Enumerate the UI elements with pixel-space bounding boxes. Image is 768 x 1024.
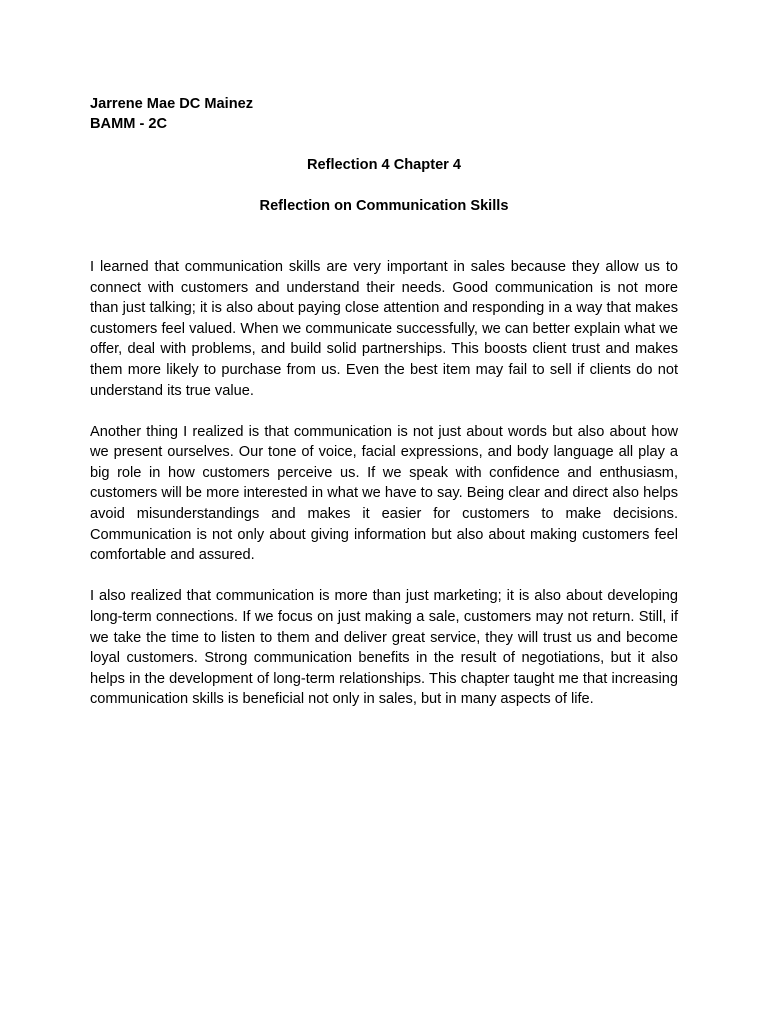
- document-body: [90, 257, 678, 710]
- document-title: Reflection on Communication Skills: [259, 198, 509, 214]
- body-paragraph-2: Another thing I realized is that communication is not just about words but also about how we present ourselves. Our tone of voice, facial expressions, and body language all play a big role in how customers perceive us. If we speak with confidence and enthusiasm, customers will be more interested in what we have to say. Being clear and direct also helps avoid misunderstandings and makes it easier for customers to make decisions. Communication is not only about giving information but also about making customers feel comfortable and assured.: [90, 423, 678, 564]
- document-content: [90, 94, 678, 730]
- body-paragraph-3: I also realized that communication is more than just marketing; it is also about developing long-term connections. If we focus on just making a sale, customers may not return. Still, if we take the time to listen to them and deliver great service, they will trust us and become loyal customers. Strong communication benefits in the result of negotiations, but it also helps in the development of long-term relationships. This chapter taught me that increasing communication skills is beneficial not only in sales, but in many aspects of life.: [90, 588, 678, 708]
- chapter-heading: Reflection 4 Chapter 4: [306, 157, 462, 173]
- author-block: [90, 94, 678, 134]
- body-paragraph-1: I learned that communication skills are very important in sales because they allow us to connect with customers and understand their needs. Good communication is not more than just talking; it is also about paying close attention and responding in a way that makes customers feel valued. When we communicate successfully, we can better explain what we offer, deal with problems, and build solid partnerships. This boosts client trust and makes them more likely to purchase from us. Even the best item may fail to sell if clients do not understand its true value.: [90, 259, 678, 399]
- author-name: Jarrene Mae DC Mainez: [90, 96, 254, 112]
- author-section: BAMM - 2C: [90, 116, 168, 132]
